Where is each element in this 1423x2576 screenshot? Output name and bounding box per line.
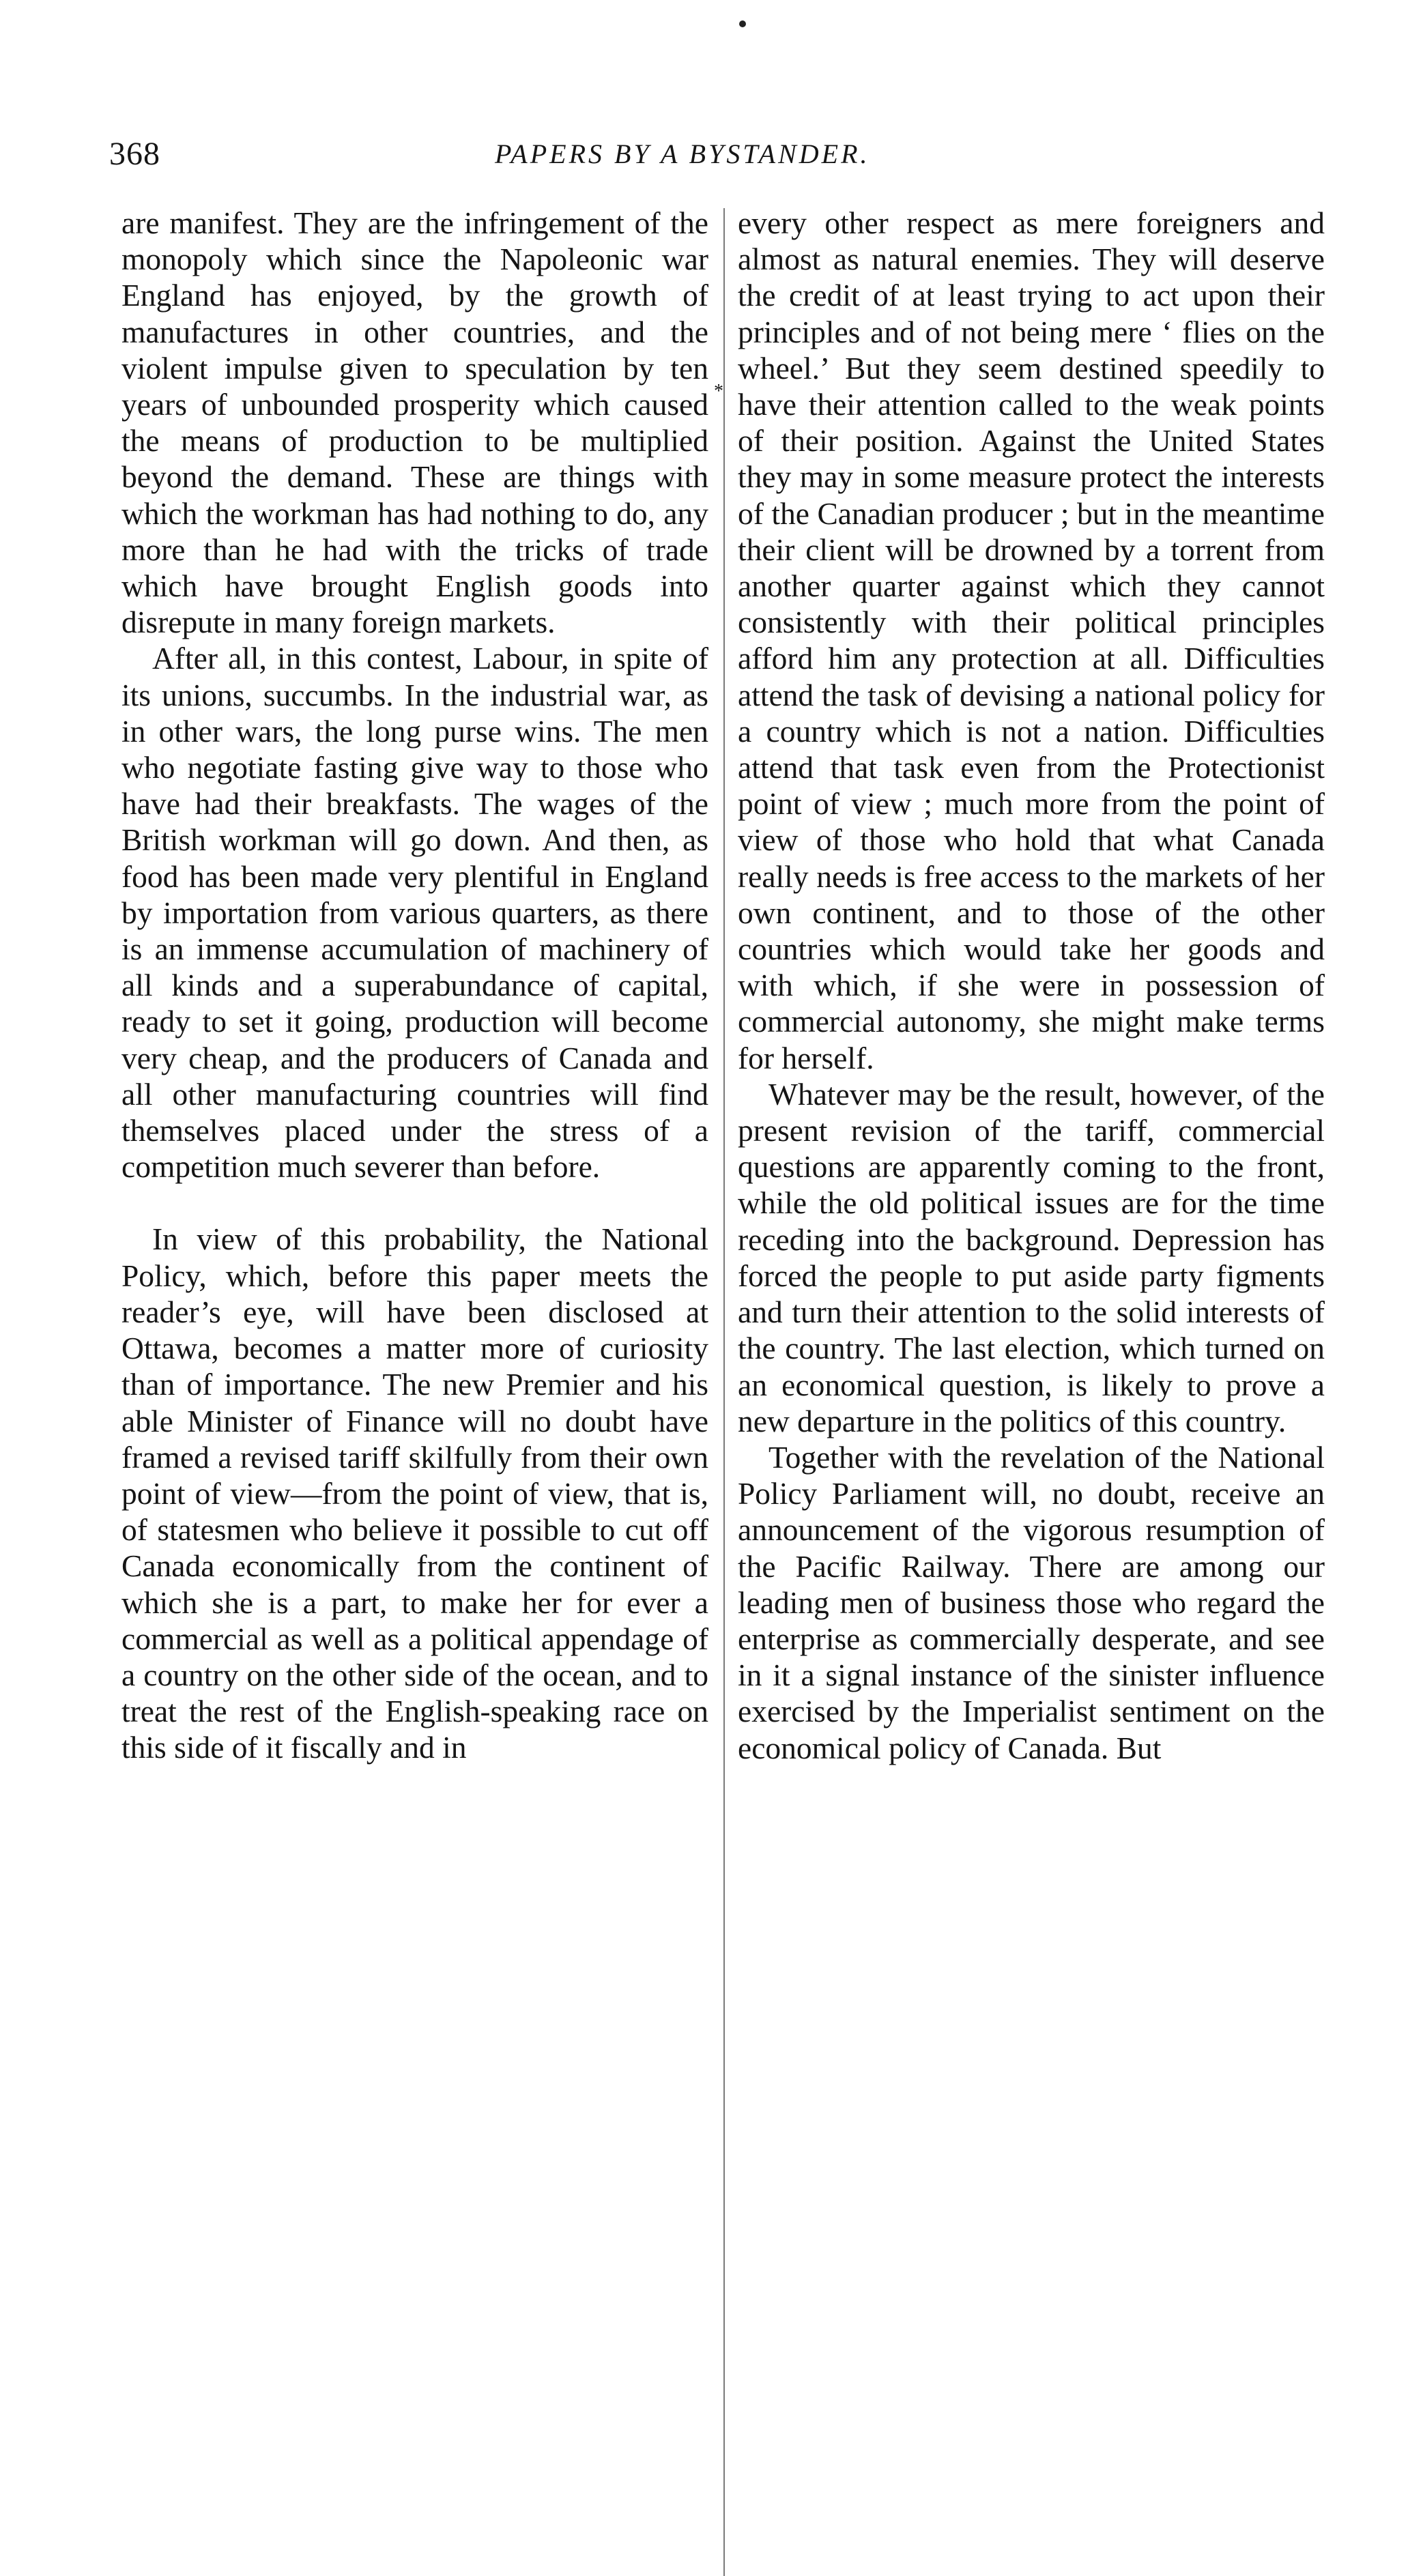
left-paragraph-1: are manifest. They are the infringement of the monopoly which since the Napoleonic war England has enjoyed, by the growth of manufactures in other countries, and the violent impulse given to speculation by ten years of unbounded prosperity which caused the means of production to be multiplied beyond the demand. These are things with which the workman has had nothing to do, any more than he had with the tricks of trade which have brought English goods into disrepute in many foreign markets.: [121, 205, 708, 640]
right-paragraph-1: every other respect as mere foreigners and almost as natural enemies. They will deserve the credit of at least trying to act upon their principles and of not being mere ‘ flies on the wheel.’ But they seem destined speedily to have their attention called to the weak points of their position. Against the United States they may in some measure protect the interests of the Canadian producer ; but in the meantime their client will be drowned by a torrent from another quarter against which they cannot consistently with their political principles afford him any protection at all. Difficulties attend the task of devising a national policy for a country which is not a nation. Difficulties attend that task even from the Protectionist point of view ; much more from the point of view of those who hold that what Canada really needs is free access to the markets of her own continent, and to those of the other countries which would take her goods and with which, if she were in possession of commercial autonomy, she might make terms for herself.: [738, 205, 1325, 1075]
running-head: [109, 135, 1338, 176]
column-divider: [723, 208, 725, 2576]
left-paragraph-2: After all, in this contest, Labour, in spite of its unions, succumbs. In the industrial war, as in other wars, the long purse wins. The men who negotiate fasting give way to those who have had their breakfasts. The wages of the British workman will go down. And then, as food has been made very plentiful in England by importation from various quarters, as there is an immense accumulation of machinery of all kinds and a superabundance of capital, ready to set it going, production will become very cheap, and the producers of Canada and all other manufacturing countries will find themselves placed under the stress of a competition much severer than before.: [121, 641, 708, 1185]
right-column: [738, 205, 1325, 1766]
left-column: [121, 205, 708, 1766]
page-number: 368: [109, 136, 160, 172]
top-ink-dot: [739, 20, 746, 27]
left-paragraph-3: In view of this probability, the National Policy, which, before this paper meets the reader’s eye, will have been disclosed at Ottawa, becomes a matter more of curiosity than of importance. The new Premier and his able Minister of Finance will no doubt have framed a revised tariff skilfully from their own point of view—from the point of view, that is, of statesmen who believe it possible to cut off Canada economically from the continent of which she is a part, to make her for ever a commercial as well as a political appendage of a country on the other side of the ocean, and to treat the rest of the English-speaking race on this side of it fiscally and in: [121, 1221, 708, 1765]
right-paragraph-2: Whatever may be the result, however, of the present revision of the tariff, commercial questions are apparently coming to the front, while the old political issues are for the time receding into the background. Depression has forced the people to put aside party figments and turn their attention to the solid interests of the country. The last election, which turned on an economical question, is likely to prove a new departure in the politics of this country.: [738, 1076, 1325, 1438]
running-title: PAPERS BY A BYSTANDER.: [495, 139, 870, 169]
right-paragraph-3: Together with the revelation of the National Policy Parliament will, no doubt, receive an announcement of the vigorous resumption of the Pacific Railway. There are among our leading men of business those who regard the enterprise as commercially desperate, and see in it a signal instance of the sinister influence exercised by the Imperialist sentiment on the economical policy of Canada. But: [738, 1439, 1325, 1765]
margin-mark-icon: *: [714, 381, 723, 402]
